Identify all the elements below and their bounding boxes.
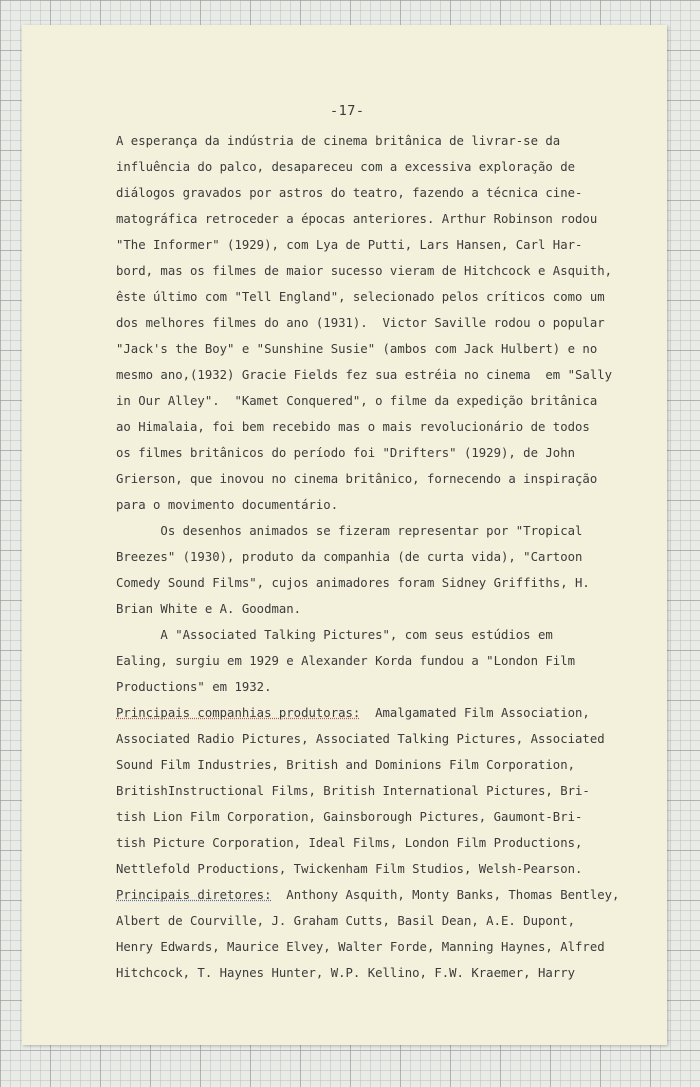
text-line: Brian White e A. Goodman.: [116, 602, 302, 616]
text-line: bord, mas os filmes de maior sucesso vieram de Hitchcock e Asquith,: [116, 264, 613, 278]
producers-line: Sound Film Industries, British and Dominions Film Corporation,: [116, 758, 576, 772]
text-line: Os desenhos animados se fizeram representar por "Tropical: [116, 524, 583, 538]
text-line: mesmo ano,(1932) Gracie Fields fez sua estréia no cinema em "Sally: [116, 368, 613, 382]
directors-line: Albert de Courville, J. Graham Cutts, Basil Dean, A.E. Dupont,: [116, 914, 576, 928]
text-line: dos melhores filmes do ano (1931). Victor Saville rodou o popular: [116, 316, 605, 330]
producers-line: Associated Radio Pictures, Associated Talking Pictures, Associated: [116, 732, 605, 746]
text-line: Breezes" (1930), produto da companhia (de curta vida), "Cartoon: [116, 550, 583, 564]
text-line: influência do palco, desapareceu com a excessiva exploração de: [116, 160, 576, 174]
producers-first-entry: Amalgamated Film Association,: [360, 706, 590, 720]
producers-line: tish Picture Corporation, Ideal Films, London Film Productions,: [116, 836, 583, 850]
text-line: A "Associated Talking Pictures", com seus estúdios em: [116, 628, 553, 642]
text-line: êste último com "Tell England", selecionado pelos críticos como um: [116, 290, 605, 304]
text-line: "Jack's the Boy" e "Sunshine Susie" (ambos com Jack Hulbert) e no: [116, 342, 598, 356]
text-line: "The Informer" (1929), com Lya de Putti, Lars Hansen, Carl Har-: [116, 238, 583, 252]
text-line: in Our Alley". "Kamet Conquered", o filme da expedição britânica: [116, 394, 598, 408]
directors-heading-line: [116, 882, 661, 908]
text-line: ao Himalaia, foi bem recebido mas o mais revolucionário de todos: [116, 420, 590, 434]
text-line: A esperança da indústria de cinema britânica de livrar-se da: [116, 134, 561, 148]
producers-line: BritishInstructional Films, British International Pictures, Bri-: [116, 784, 590, 798]
producers-line: tish Lion Film Corporation, Gainsborough Pictures, Gaumont-Bri-: [116, 810, 583, 824]
text-line: para o movimento documentário.: [116, 498, 339, 512]
text-line: os filmes britânicos do período foi "Drifters" (1929), de John: [116, 446, 576, 460]
text-line: Productions" em 1932.: [116, 680, 272, 694]
directors-heading: Principais diretores:: [116, 888, 272, 902]
text-line: matográfica retroceder a épocas anteriores. Arthur Robinson rodou: [116, 212, 598, 226]
producers-heading-line: [116, 700, 661, 726]
text-line: Comedy Sound Films", cujos animadores foram Sidney Griffiths, H.: [116, 576, 590, 590]
producers-line: Nettlefold Productions, Twickenham Film Studios, Welsh-Pearson.: [116, 862, 583, 876]
producers-heading: Principais companhias produtoras:: [116, 706, 361, 720]
text-line: Grierson, que inovou no cinema britânico, fornecendo a inspiração: [116, 472, 598, 486]
body-text: [116, 128, 661, 986]
text-line: diálogos gravados por astros do teatro, fazendo a técnica cine-: [116, 186, 583, 200]
directors-first-entries: Anthony Asquith, Monty Banks, Thomas Bentley,: [271, 888, 620, 902]
text-line: Ealing, surgiu em 1929 e Alexander Korda fundou a "London Film: [116, 654, 576, 668]
directors-line: Hitchcock, T. Haynes Hunter, W.P. Kellino, F.W. Kraemer, Harry: [116, 966, 576, 980]
directors-line: Henry Edwards, Maurice Elvey, Walter Forde, Manning Haynes, Alfred: [116, 940, 605, 954]
page-number: -17-: [330, 103, 365, 119]
